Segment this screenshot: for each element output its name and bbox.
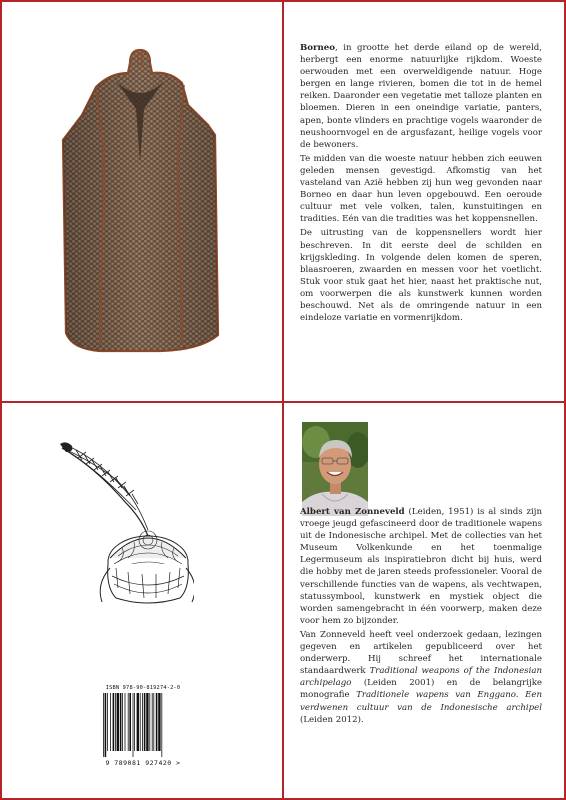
barcode-bar xyxy=(133,693,134,757)
barcode-bar xyxy=(125,693,126,751)
isbn-label: ISBN 978-90-819274-2-0 xyxy=(105,685,181,691)
barcode-bar xyxy=(158,693,160,751)
barcode-bar xyxy=(134,693,135,751)
book-title-2: Traditionele wapens van Enggano. Een verdwenen cultuur van de Indonesische archipel xyxy=(300,690,542,713)
barcode-bar xyxy=(161,693,162,757)
bio-p1-text: (Leiden, 1951) is al sinds zijn vroege jeugd gefascineerd door de traditionele wapens uit de Indonesische archipel. Met de collecties van het Museum Volkenkunde en het toenmalige Legermuseum als inspiratiebron dicht bij huis, werd die hobby met de jaren steeds professioneler. Vooral de verschillende functies van de wapens, als vechtwapen, statussymbool, kunstwerk en mystiek object die worden samengebracht in één voorwerp, maken deze voor hem zo bijzonder. xyxy=(300,507,542,626)
intro-paragraph-2: Te midden van die woeste natuur hebben zich eeuwen geleden mensen gevestigd. Afkomstig van het vasteland van Azië hebben zij hun weg gevonden naar Borneo en daar hun leven opgebouwd. Een oeroude cultuur met vele volken, talen, kunstuitingen en tradities. Eén van die tradities was het koppensnellen. xyxy=(300,153,542,225)
bio-p2-text-b: (Leiden 2001) en de belangrijke monografie xyxy=(300,678,542,701)
intro-text xyxy=(300,42,542,326)
author-name: Albert van Zonneveld xyxy=(300,507,405,517)
author-portrait xyxy=(302,422,368,516)
horizontal-divider xyxy=(0,401,566,403)
barcode-bar xyxy=(110,693,111,751)
barcode-bar xyxy=(153,693,154,751)
intro-paragraph-3: De uitrusting van de koppensnellers wordt hier beschreven. In dit eerste deel de schilden en krijgskleding. In volgende delen komen de speren, blaasroeren, zwaarden en messen voor het voetlicht. Stuk voor stuk gaat het hier, naast het praktische nut, om voorwerpen die als kunstwerk kunnen worden beschouwd. Net als de omringende natuur in een eindeloze variatie en vormenrijkdom. xyxy=(300,228,542,324)
barcode-bar xyxy=(105,693,107,757)
barcode-bar xyxy=(122,693,123,751)
barcode-bar xyxy=(149,693,150,751)
vertical-divider xyxy=(282,0,284,800)
barcode-bar xyxy=(140,693,141,751)
intro-paragraph-1 xyxy=(300,42,542,151)
barcode-bar xyxy=(115,693,116,751)
intro-lead-word: Borneo xyxy=(300,43,335,53)
barcode-digits: 9 789081 927420 > xyxy=(105,759,181,767)
barcode-bar xyxy=(128,693,129,751)
headdress-illustration xyxy=(56,438,194,608)
barcode-bar xyxy=(107,693,108,751)
barcode-bar xyxy=(137,693,139,751)
barcode-bar xyxy=(129,693,131,751)
barcode-bar xyxy=(120,693,122,751)
bio-p2-text-c: (Leiden 2012). xyxy=(300,714,364,725)
book-title-1: Traditional weapons of the Indonesian archipelago xyxy=(300,666,542,689)
intro-p1-text: , in grootte het derde eiland op de wereld, herbergt een enorme natuurlijke rijkdom. Woeste oerwouden met een overweldigende natuur. Hoge bergen en lange rivieren, bomen die tot in de hemel reiken. Daaronder een vegetatie met talloze planten en bloemen. Dieren in een oneindige variatie, panters, apen, bonte vlinders en prachtige vogels waaronder de neushoornvogel en de argusfazant, heilige vogels voor de bewoners. xyxy=(300,43,542,150)
barcode-bar xyxy=(117,693,119,751)
barcode-bar xyxy=(113,693,115,751)
woven-war-vest-image xyxy=(60,45,220,355)
barcode-bar xyxy=(144,693,146,751)
barcode-bar xyxy=(152,693,153,751)
bio-paragraph-1 xyxy=(300,506,542,627)
barcode-bar xyxy=(146,693,148,751)
isbn-barcode xyxy=(97,685,189,767)
author-bio xyxy=(300,506,542,728)
barcode-bar xyxy=(156,693,158,751)
barcode-bar xyxy=(142,693,143,751)
barcode-bars xyxy=(103,693,183,757)
bio-p2-text-a: Van Zonneveld heeft veel onderzoek gedaan, lezingen gegeven en artikelen gepubliceerd over het onderwerp. Hij schreef het internationale standaardwerk xyxy=(300,629,542,677)
barcode-bar xyxy=(103,693,104,757)
bio-paragraph-2 xyxy=(300,629,542,726)
